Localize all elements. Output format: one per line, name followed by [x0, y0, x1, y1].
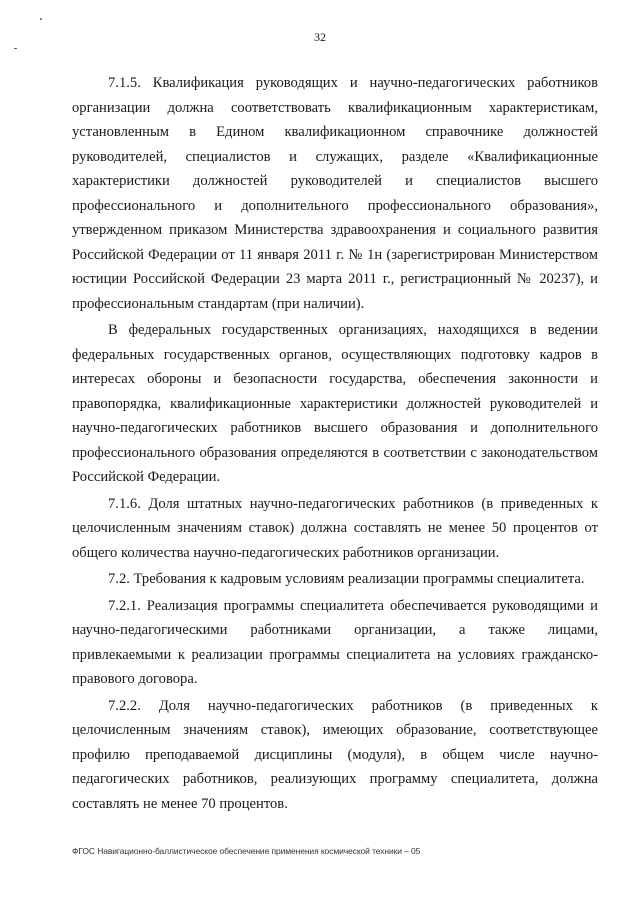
- page-number: 32: [314, 30, 326, 44]
- scan-speck: [14, 48, 17, 49]
- scan-speck: [40, 18, 42, 20]
- paragraph-federal-organizations: В федеральных государственных организациях, находящихся в ведении федеральных государственных органов, осуществляющих подготовку кадров в интересах обороны и безопасности государства, обеспечения законности и правопорядка, квалификационные характеристики должностей руководителей и научно-педагогических работников высшего образования и дополнительного профессионального образования определяются в соответствии с законодательством Российской Федерации.: [72, 322, 598, 485]
- document-body: [72, 71, 598, 816]
- paragraph-7-2: 7.2. Требования к кадровым условиям реализации программы специалитета.: [108, 571, 585, 587]
- paragraph-7-1-6: 7.1.6. Доля штатных научно-педагогических работников (в приведенных к целочисленным значениям ставок) должна составлять не менее 50 процентов от общего количества научно-педагогических работников организации.: [72, 495, 598, 561]
- paragraph-7-2-1: 7.2.1. Реализация программы специалитета обеспечивается руководящими и научно-педагогическими работниками организации, а также лицами, привлекаемыми к реализации программы специалитета на условиях гражданско-правового договора.: [72, 597, 598, 687]
- paragraph-7-1-5: 7.1.5. Квалификация руководящих и научно-педагогических работников организации должна соответствовать квалификационным характеристикам, установленным в Едином квалификационном справочнике должностей руководителей, специалистов и служащих, разделе «Квалификационные характеристики должностей руководителей и специалистов высшего профессионального и дополнительного профессионального образования», утвержденном приказом Министерства здравоохранения и социального развития Российской Федерации от 11 января 2011 г. № 1н (зарегистрирован Министерством юстиции Российской Федерации 23 марта 2011 г., регистрационный № 20237), и профессиональным стандартам (при наличии).: [72, 75, 598, 312]
- page-footer: ФГОС Навигационно-баллистическое обеспечение применения космической техники – 05: [72, 846, 421, 856]
- paragraph-7-2-2: 7.2.2. Доля научно-педагогических работников (в приведенных к целочисленным значениям ставок), имеющих образование, соответствующее профилю преподаваемой дисциплины (модуля), в общем числе научно-педагогических работников, реализующих программу специалитета, должна составлять не менее 70 процентов.: [72, 697, 598, 812]
